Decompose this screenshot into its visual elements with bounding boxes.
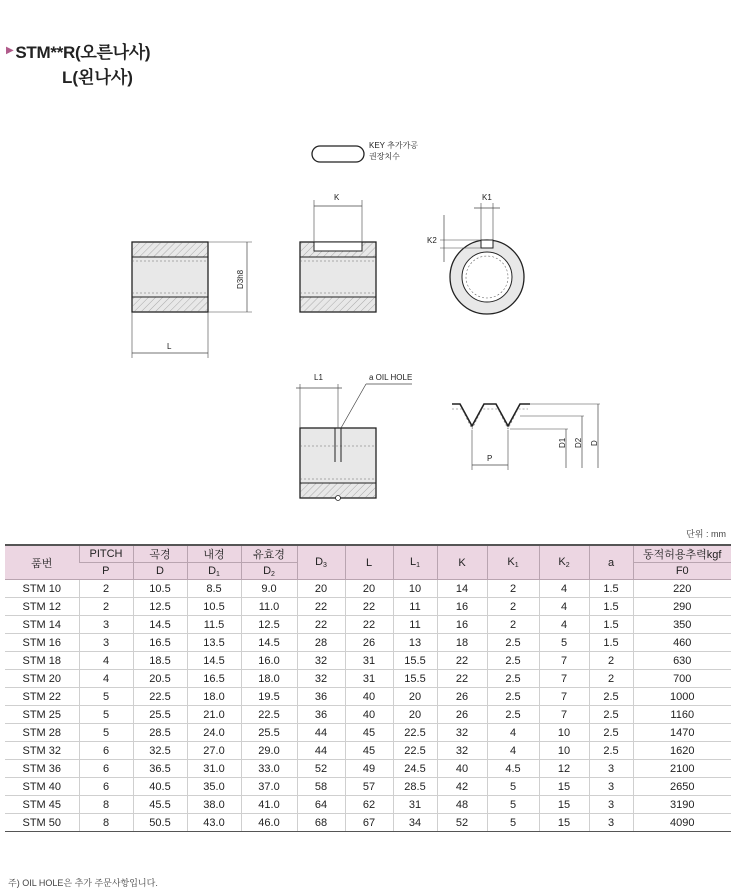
table-cell: 7: [539, 706, 589, 724]
col-header-effective: 유효경: [241, 545, 297, 563]
oil-hole-label: a OIL HOLE: [369, 373, 413, 382]
table-cell: 68: [297, 814, 345, 832]
table-cell: 67: [345, 814, 393, 832]
table-cell: 14.5: [241, 634, 297, 652]
table-cell: STM 16: [5, 634, 79, 652]
table-row: [5, 670, 731, 688]
table-cell: 18.5: [133, 652, 187, 670]
table-cell: STM 36: [5, 760, 79, 778]
table-cell: 2: [487, 616, 539, 634]
col-header-pitch: PITCH: [79, 545, 133, 563]
table-cell: 14: [437, 580, 487, 598]
table-cell: 11: [393, 598, 437, 616]
table-cell: STM 32: [5, 742, 79, 760]
dim-label-d2: D2: [574, 437, 583, 448]
thread-profile-view: [452, 404, 600, 470]
table-cell: 22: [345, 616, 393, 634]
table-cell: 2.5: [487, 634, 539, 652]
table-cell: 2: [487, 580, 539, 598]
table-row: [5, 796, 731, 814]
table-cell: 26: [437, 706, 487, 724]
table-cell: 32.5: [133, 742, 187, 760]
table-row: [5, 742, 731, 760]
table-cell: 7: [539, 670, 589, 688]
table-cell: 2: [589, 670, 633, 688]
table-cell: 15: [539, 778, 589, 796]
table-cell: 10.5: [133, 580, 187, 598]
table-cell: 58: [297, 778, 345, 796]
table-cell: 290: [633, 598, 731, 616]
table-cell: 25.5: [133, 706, 187, 724]
dim-label-k2: K2: [427, 236, 437, 245]
col-subheader-effective: $D_2$: [241, 563, 297, 580]
table-cell: 7: [539, 652, 589, 670]
table-cell: 10.5: [187, 598, 241, 616]
table-cell: 460: [633, 634, 731, 652]
col-header-inner: 내경: [187, 545, 241, 563]
table-cell: 24.0: [187, 724, 241, 742]
table-cell: 1620: [633, 742, 731, 760]
col-header-l1: $L_1$: [393, 545, 437, 580]
table-cell: 2: [487, 598, 539, 616]
table-cell: 7: [539, 688, 589, 706]
dim-label-l: L: [167, 342, 172, 351]
table-cell: 3: [589, 796, 633, 814]
table-cell: 18.0: [187, 688, 241, 706]
table-row: [5, 652, 731, 670]
table-cell: 20: [297, 580, 345, 598]
table-cell: 6: [79, 742, 133, 760]
table-cell: 16: [437, 616, 487, 634]
col-header-k: K: [437, 545, 487, 580]
table-cell: 8.5: [187, 580, 241, 598]
table-cell: 2.5: [487, 706, 539, 724]
table-cell: 12.5: [241, 616, 297, 634]
table-cell: 22.5: [393, 724, 437, 742]
table-cell: 50.5: [133, 814, 187, 832]
table-cell: 20: [393, 688, 437, 706]
table-cell: 42: [437, 778, 487, 796]
table-cell: 37.0: [241, 778, 297, 796]
table-cell: 31: [393, 796, 437, 814]
table-cell: 44: [297, 724, 345, 742]
table-cell: 32: [437, 724, 487, 742]
table-cell: 1.5: [589, 598, 633, 616]
key-note-line1: KEY 추가가공: [369, 141, 418, 150]
table-cell: 2.5: [589, 724, 633, 742]
table-cell: 32: [297, 670, 345, 688]
table-cell: 2.5: [487, 670, 539, 688]
table-cell: 2: [79, 580, 133, 598]
oil-hole-view: [296, 373, 412, 501]
table-cell: 4.5: [487, 760, 539, 778]
table-cell: 14.5: [187, 652, 241, 670]
table-row: [5, 706, 731, 724]
table-cell: 45: [345, 742, 393, 760]
table-cell: 29.0: [241, 742, 297, 760]
table-cell: 35.0: [187, 778, 241, 796]
table-cell: STM 50: [5, 814, 79, 832]
dim-label-l1: L1: [314, 373, 323, 382]
table-cell: 28.5: [393, 778, 437, 796]
table-cell: 62: [345, 796, 393, 814]
table-cell: 4: [79, 652, 133, 670]
table-cell: 44: [297, 742, 345, 760]
col-header-k2: $K_2$: [539, 545, 589, 580]
table-cell: 1000: [633, 688, 731, 706]
col-header-outer: 곡경: [133, 545, 187, 563]
table-cell: 22.5: [133, 688, 187, 706]
table-cell: 36.5: [133, 760, 187, 778]
table-cell: 220: [633, 580, 731, 598]
table-cell: 27.0: [187, 742, 241, 760]
table-cell: 20: [393, 706, 437, 724]
table-cell: 10: [539, 742, 589, 760]
table-cell: 1.5: [589, 580, 633, 598]
table-row: [5, 724, 731, 742]
dim-label-k1: K1: [482, 193, 492, 202]
table-cell: STM 22: [5, 688, 79, 706]
table-row: [5, 598, 731, 616]
table-cell: 26: [345, 634, 393, 652]
title-marker-icon: ▶: [6, 45, 14, 56]
table-cell: 4090: [633, 814, 731, 832]
table-cell: 34: [393, 814, 437, 832]
table-row: [5, 760, 731, 778]
dim-label-p: P: [487, 454, 493, 463]
table-cell: 4: [539, 580, 589, 598]
side-section-view: [132, 242, 252, 358]
page-subtitle: L(왼나사): [62, 68, 133, 87]
table-cell: 1160: [633, 706, 731, 724]
table-cell: 49: [345, 760, 393, 778]
table-cell: 15: [539, 814, 589, 832]
table-cell: STM 10: [5, 580, 79, 598]
table-cell: 4: [539, 616, 589, 634]
table-cell: 21.0: [187, 706, 241, 724]
table-cell: 6: [79, 778, 133, 796]
table-cell: 8: [79, 814, 133, 832]
table-cell: 64: [297, 796, 345, 814]
unit-note: 단위 : mm: [686, 529, 726, 539]
dim-label-d1: D1: [558, 437, 567, 448]
table-cell: 350: [633, 616, 731, 634]
key-slot-view: [300, 193, 376, 312]
table-row: [5, 634, 731, 652]
table-cell: 57: [345, 778, 393, 796]
table-row: [5, 616, 731, 634]
table-cell: 40: [345, 706, 393, 724]
dim-label-k: K: [334, 193, 340, 202]
table-cell: 2650: [633, 778, 731, 796]
table-cell: 5: [487, 796, 539, 814]
table-cell: STM 40: [5, 778, 79, 796]
table-cell: 22: [345, 598, 393, 616]
table-cell: 28: [297, 634, 345, 652]
table-cell: STM 25: [5, 706, 79, 724]
table-cell: 5: [487, 814, 539, 832]
table-cell: 19.5: [241, 688, 297, 706]
table-cell: 33.0: [241, 760, 297, 778]
table-cell: 5: [79, 688, 133, 706]
table-cell: 3: [589, 760, 633, 778]
table-cell: 12.5: [133, 598, 187, 616]
table-cell: 13.5: [187, 634, 241, 652]
table-cell: 20.5: [133, 670, 187, 688]
table-cell: STM 20: [5, 670, 79, 688]
table-cell: 8: [79, 796, 133, 814]
table-cell: 31.0: [187, 760, 241, 778]
table-cell: 4: [79, 670, 133, 688]
table-cell: 22: [297, 598, 345, 616]
table-cell: 31: [345, 652, 393, 670]
table-cell: 2: [79, 598, 133, 616]
table-header-row: [5, 545, 731, 563]
table-cell: 15.5: [393, 652, 437, 670]
table-cell: 1.5: [589, 616, 633, 634]
table-cell: 4: [539, 598, 589, 616]
table-cell: 13: [393, 634, 437, 652]
table-cell: 3: [79, 616, 133, 634]
table-cell: 5: [79, 724, 133, 742]
col-header-l: L: [345, 545, 393, 580]
table-cell: 16.5: [133, 634, 187, 652]
table-cell: 2.5: [589, 688, 633, 706]
table-row: [5, 778, 731, 796]
table-row: [5, 814, 731, 832]
table-cell: 22.5: [241, 706, 297, 724]
table-cell: 18: [437, 634, 487, 652]
table-cell: 15.5: [393, 670, 437, 688]
table-cell: 4: [487, 724, 539, 742]
table-cell: 18.0: [241, 670, 297, 688]
col-header-part: 품번: [5, 545, 79, 580]
table-cell: 5: [487, 778, 539, 796]
table-cell: 2: [589, 652, 633, 670]
table-cell: 5: [539, 634, 589, 652]
table-cell: 14.5: [133, 616, 187, 634]
table-cell: 15: [539, 796, 589, 814]
table-cell: 32: [297, 652, 345, 670]
table-cell: 45.5: [133, 796, 187, 814]
table-cell: 31: [345, 670, 393, 688]
table-cell: STM 14: [5, 616, 79, 634]
key-slot-shape: [312, 146, 364, 162]
table-cell: 2.5: [589, 742, 633, 760]
table-cell: 22: [437, 652, 487, 670]
table-cell: 12: [539, 760, 589, 778]
table-cell: 32: [437, 742, 487, 760]
table-cell: 4: [487, 742, 539, 760]
table-cell: 700: [633, 670, 731, 688]
table-cell: 28.5: [133, 724, 187, 742]
table-cell: 22.5: [393, 742, 437, 760]
table-cell: 3190: [633, 796, 731, 814]
table-cell: 25.5: [241, 724, 297, 742]
table-cell: 46.0: [241, 814, 297, 832]
table-cell: 48: [437, 796, 487, 814]
table-cell: 22: [297, 616, 345, 634]
table-cell: 10: [539, 724, 589, 742]
table-row: [5, 580, 731, 598]
table-cell: 10: [393, 580, 437, 598]
table-cell: 24.5: [393, 760, 437, 778]
col-header-d3: $D_3$: [297, 545, 345, 580]
table-cell: 45: [345, 724, 393, 742]
col-subheader-outer: D: [133, 563, 187, 580]
col-header-k1: $K_1$: [487, 545, 539, 580]
col-header-load: 동적허용추력kgf: [633, 545, 731, 563]
footnote: 주) OIL HOLE은 추가 주문사항입니다.: [8, 878, 158, 888]
table-cell: 3: [79, 634, 133, 652]
table-cell: 2.5: [487, 652, 539, 670]
table-cell: STM 18: [5, 652, 79, 670]
table-cell: 52: [297, 760, 345, 778]
col-subheader-load: F0: [633, 563, 731, 580]
table-cell: 11.5: [187, 616, 241, 634]
table-cell: 41.0: [241, 796, 297, 814]
dim-label-d3h8: D3h8: [236, 269, 245, 289]
table-cell: 36: [297, 706, 345, 724]
table-cell: 40.5: [133, 778, 187, 796]
table-cell: 43.0: [187, 814, 241, 832]
spec-table-body: [5, 580, 731, 832]
table-cell: 11.0: [241, 598, 297, 616]
dim-label-d: D: [590, 440, 599, 446]
table-cell: 16.0: [241, 652, 297, 670]
key-note-line2: 권장치수: [369, 152, 400, 161]
table-cell: STM 45: [5, 796, 79, 814]
table-cell: STM 12: [5, 598, 79, 616]
table-cell: 26: [437, 688, 487, 706]
table-cell: 2.5: [487, 688, 539, 706]
spec-table: [5, 544, 731, 832]
table-cell: 630: [633, 652, 731, 670]
table-cell: 16.5: [187, 670, 241, 688]
title-line1-text: STM**R(오른나사): [15, 43, 151, 62]
table-cell: 11: [393, 616, 437, 634]
table-cell: 38.0: [187, 796, 241, 814]
table-row: [5, 688, 731, 706]
table-cell: 52: [437, 814, 487, 832]
col-subheader-pitch: P: [79, 563, 133, 580]
table-cell: 22: [437, 670, 487, 688]
table-cell: 2.5: [589, 706, 633, 724]
table-cell: 1470: [633, 724, 731, 742]
table-cell: 40: [437, 760, 487, 778]
table-cell: STM 28: [5, 724, 79, 742]
table-cell: 5: [79, 706, 133, 724]
table-cell: 3: [589, 814, 633, 832]
table-cell: 16: [437, 598, 487, 616]
table-cell: 36: [297, 688, 345, 706]
table-cell: 9.0: [241, 580, 297, 598]
table-cell: 40: [345, 688, 393, 706]
table-cell: 6: [79, 760, 133, 778]
table-cell: 3: [589, 778, 633, 796]
table-cell: 1.5: [589, 634, 633, 652]
table-cell: 2100: [633, 760, 731, 778]
end-view: [427, 193, 524, 314]
col-subheader-inner: $D_1$: [187, 563, 241, 580]
col-header-a: a: [589, 545, 633, 580]
table-cell: 20: [345, 580, 393, 598]
